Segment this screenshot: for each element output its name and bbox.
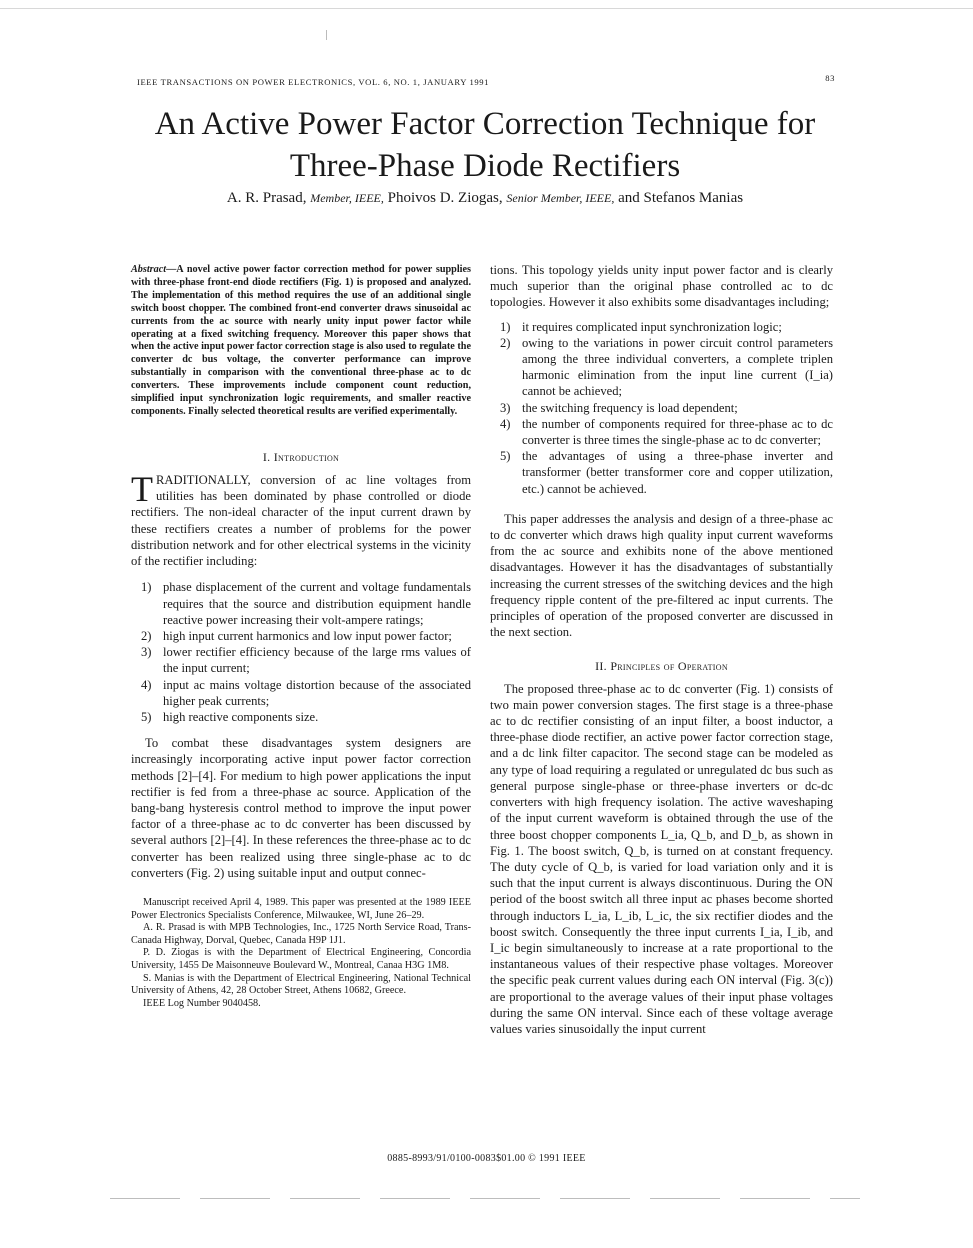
intro-paragraph-1-text: conversion of ac line voltages from utilities has been dominated by phase controlled or diode rectifiers. The non-ideal character of the input current drawn by these rectifiers creates a number of problems for the power distribution network and for other electrical systems in the vicinity of the rectifier including: <box>131 473 471 569</box>
scan-edge-line <box>110 1198 860 1199</box>
author-1-role: Member, IEEE, <box>310 191 384 205</box>
list-item: 5) the advantages of using a three-phase inverter and transformer (better transformer core and copper utilization, etc.) cannot be achieved. <box>500 449 833 496</box>
intro-first-word: RADITIONALLY, <box>156 473 251 488</box>
list-item: 2) owing to the variations in power circuit control parameters among the three individual converters, a complete triplen harmonic elimination from the input line current (I_ia) cannot be achieved; <box>500 335 833 399</box>
continued-paragraph: tions. This topology yields unity input power factor and is clearly much superior than the original phase controlled ac to dc topologies. However it also exhibits some disadvantages including; <box>490 263 833 310</box>
title-line-2: Three-Phase Diode Rectifiers <box>289 148 681 184</box>
abstract-label: Abstract <box>131 264 167 275</box>
list-item: 4) input ac mains voltage distortion because of the associated higher peak currents; <box>141 677 471 708</box>
section-heading-introduction <box>131 449 471 465</box>
right-column <box>490 262 833 1037</box>
author-2-name: Phoivos D. Ziogas, <box>387 190 503 206</box>
footnotes <box>131 897 471 1010</box>
list-item: 3) lower rectifier efficiency because of the large rms values of the input current; <box>141 645 471 676</box>
author-2-role: Senior Member, IEEE, <box>506 191 615 205</box>
section-number: II. <box>595 659 607 674</box>
footnote: S. Manias is with the Department of Electrical Engineering, National Technical University of Athens, 42, 28 October Street, Athens 10682, Greece. <box>131 972 471 997</box>
section-number: I. <box>262 449 271 464</box>
author-line <box>90 190 880 207</box>
footnote: Manuscript received April 4, 1989. This paper was presented at the 1989 IEEE Power Electronics Specialists Conference, Milwaukee, WI, June 26–29. <box>131 896 471 921</box>
overview-paragraph: This paper addresses the analysis and design of a three-phase ac to dc converter which draws high quality input current waveforms from the ac source and exhibits none of the above mentioned disadvantages. However it has the disadvantages of substantially increasing the current stresses of the switching devices and the high frequency ripple content of the pre-filtered ac input currents. The principles of operation of the proposed converter are discussed in the next section. <box>490 511 833 640</box>
abstract <box>131 264 471 419</box>
section-title: Introduction <box>273 449 340 464</box>
title-line-1: An Active Power Factor Correction Technique for <box>154 106 816 142</box>
list-item: 5) high reactive components size. <box>141 709 319 724</box>
footnote: A. R. Prasad is with MPB Technologies, Inc., 1725 North Service Road, Trans-Canada Highway, Dorval, Quebec, Canada H9P 1J1. <box>131 922 471 946</box>
left-column <box>131 264 471 1010</box>
intro-paragraph-2: To combat these disadvantages system designers are increasingly incorporating active input power factor correction methods [2]–[4]. For medium to high power applications the input rectifier is fed from a three-phase ac source. Application of the bang-bang hysteresis control method to improve the input power factor of a three-phase ac to dc converter has been discussed by several authors [2]–[4]. In these references the three-phase ac to dc converter has been realized using three single-phase ac to dc converters (Fig. 2) using suitable input and output connec- <box>131 736 471 880</box>
scan-edge-line <box>0 8 973 9</box>
principles-paragraph-1: The proposed three-phase ac to dc converter (Fig. 1) consists of two main power conversion stages. The first stage is a three-phase ac to dc rectifier consisting of an input filter, a boost inductor, a three-phase diode rectifier, an active power factor correction stage, and a dc link filter capacitor. The second stage can be modeled as any type of load requiring a regulated or unregulated dc bus such as general purpose single-phase or three-phase inverters or dc-dc converters with high frequency isolation. The active waveshaping of the input current waveform is obtained through the use of the three boost chopper components L_ia, Q_b, and D_b, as shown in Fig. 1. The boost switch, Q_b, is turned on at constant frequency. The duty cycle of Q_b, is varied for load variation only and it is such that the input current is always discontinuous. During the ON period of the boost switch all three input ac phases become shorted through inductors L_ia, L_ib, L_ic, the six rectifier diodes and the boost switch. Consequently the three input currents I_ia, I_ib, and I_ic begin simultaneously to increase at a rate proportional to the instantaneous values of their respective phase voltages. Moreover the specific peak current values during each ON interval (Fig. 3(c)) are proportional to the average values of their input phase voltages during the same ON interval. Since each of these voltage average values varies sinusoidally the input current <box>490 681 833 1036</box>
list-item: 1) it requires complicated input synchronization logic; <box>500 319 782 334</box>
problem-list <box>131 579 471 725</box>
author-3-name: and Stefanos Manias <box>618 190 744 206</box>
list-item: 1) phase displacement of the current and voltage fundamentals requires that the source and distribution equipment handle reactive power increasing their volt-ampere ratings; <box>141 580 471 627</box>
intro-paragraph-1 <box>131 469 471 569</box>
disadvantage-list <box>490 319 833 497</box>
scan-mark <box>326 30 327 40</box>
list-item: 3) the switching frequency is load dependent; <box>500 400 738 415</box>
copyright-line: 0885-8993/91/0100-0083$01.00 © 1991 IEEE <box>387 1153 586 1164</box>
section-title: Principles of Operation <box>610 659 728 674</box>
list-item: 4) the number of components required for three-phase ac to dc converter is three times the single-phase ac to dc converter; <box>500 416 833 448</box>
footnote: IEEE Log Number 9040458. <box>143 997 261 1009</box>
paper-title <box>90 103 880 187</box>
journal-citation: IEEE TRANSACTIONS ON POWER ELECTRONICS, VOL. 6, NO. 1, JANUARY 1991 <box>137 77 490 87</box>
drop-cap: T <box>131 469 153 510</box>
list-item: 2) high input current harmonics and low input power factor; <box>141 628 452 643</box>
author-1-name: A. R. Prasad, <box>226 190 307 206</box>
page-number: 83 <box>825 73 835 83</box>
footnote: P. D. Ziogas is with the Department of Electrical Engineering, Concordia University, 1455 De Maisonneuve Boulevard W., Montreal, Canaa H3G 1M8. <box>131 947 471 971</box>
section-heading-principles <box>490 658 833 674</box>
abstract-text: —A novel active power factor correction method for power supplies with three-phase front-end diode rectifiers (Fig. 1) is proposed and analyzed. The implementation of this method requires the use of an additional single switch boost chopper. The combined front-end converter draws sinusoidal ac currents from the ac source with nearly unity input power factor while operating at a fixed switching frequency. Moreover this paper shows that when the active input power factor correction stage is also used to regulate the converter dc bus voltage, the converter performance can improve substantially in comparison with the conventional three-phase ac to dc converters. These improvements include component count reduction, simplified input synchronization logic requirements, and smaller reactive components. Finally selected theoretical results are verified experimentally. <box>131 264 471 417</box>
